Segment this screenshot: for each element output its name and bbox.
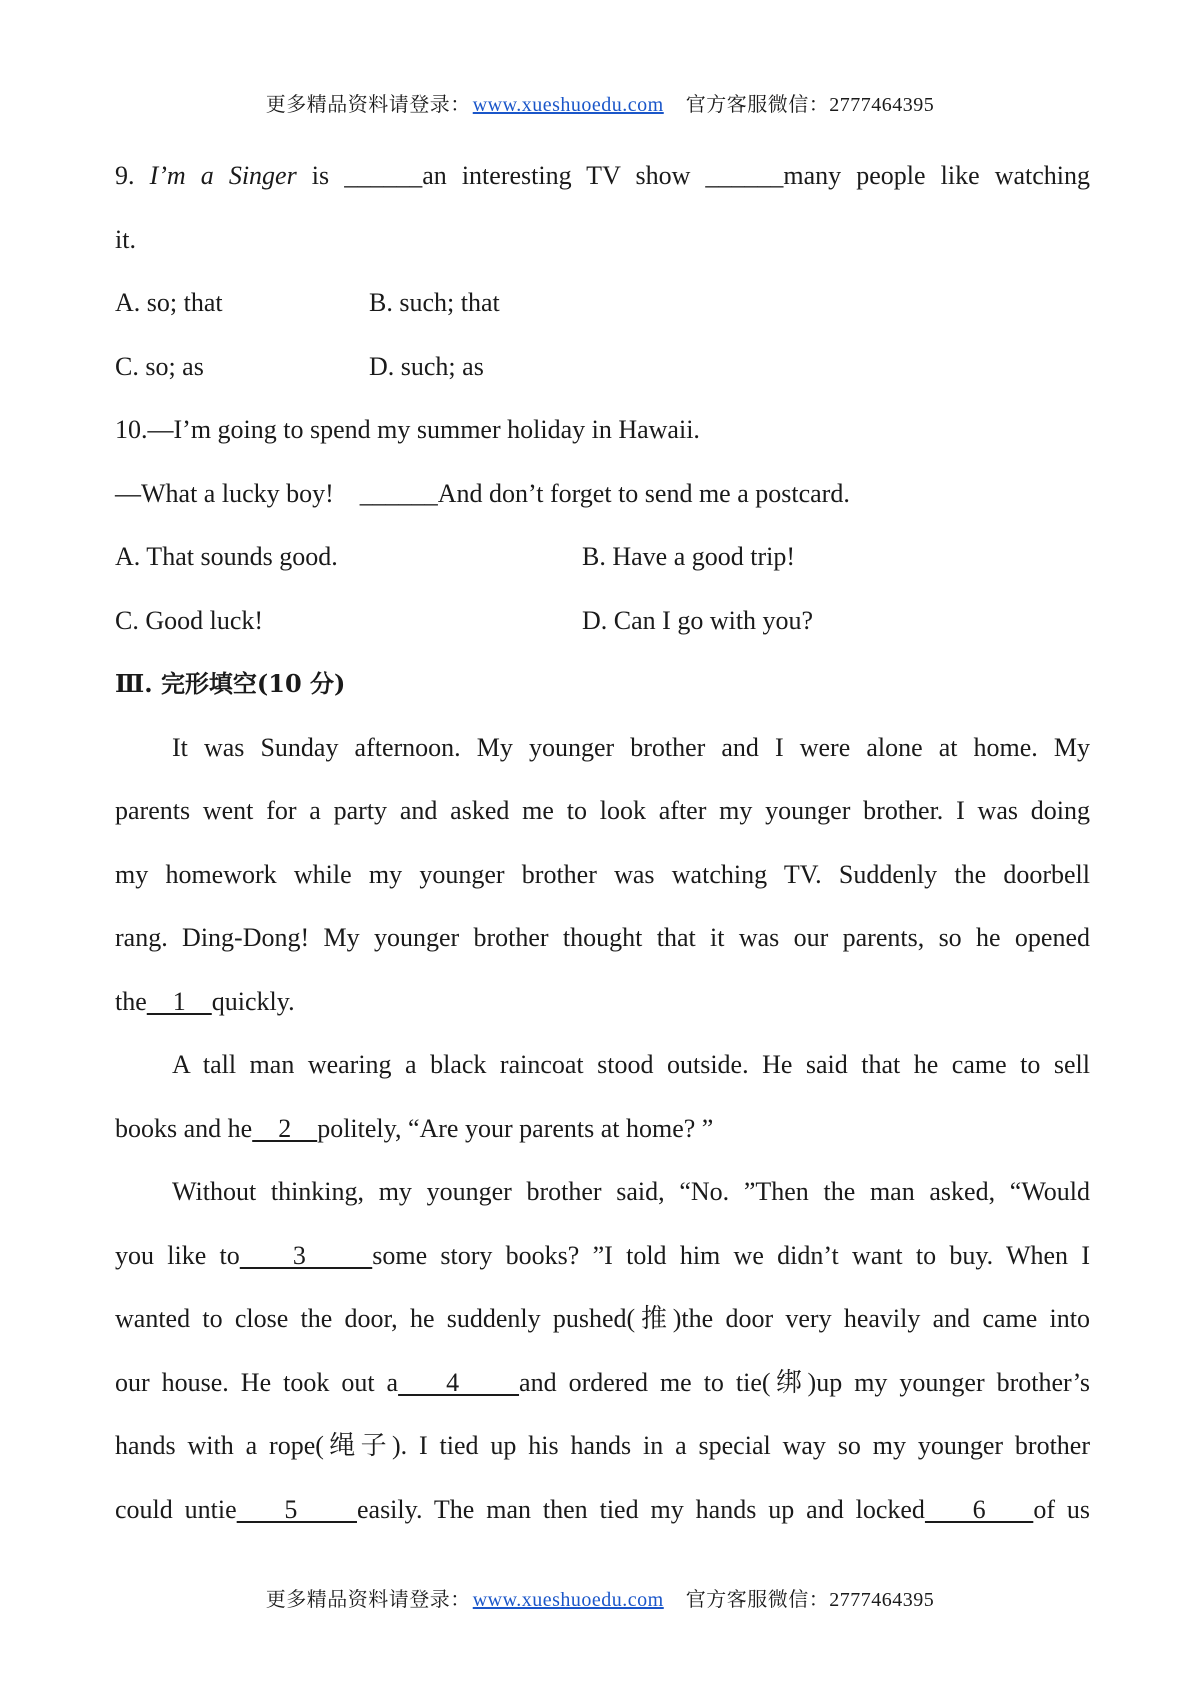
passage-p1-line1: It was Sunday afternoon. My younger brother and I were alone at home. My [172,732,1090,762]
page-header [0,88,1200,117]
passage-p3-line3: wanted to close the door, he suddenly pushed(推)the door very heavily and came into [115,1304,1090,1333]
q10-options-row1 [115,531,1090,595]
q10-option-b: B. Have a good trip! [582,542,796,571]
q9-line1 [115,150,1090,214]
header-service: 官方客服微信：2777464395 [685,94,935,116]
q9-option-a: A. so; that [115,288,223,317]
q10-options-row2 [115,595,1090,659]
blank-3: 3 [239,1240,373,1270]
passage-text: politely, “Are your parents at home? ” [317,1113,714,1143]
passage-text: books and he [115,1113,253,1143]
header-link[interactable]: www.xueshuoedu.com [472,94,664,116]
q10-line2: —What a lucky boy! ______And don’t forget to send me a postcard. [115,478,850,508]
blank-4: 4 [398,1367,520,1397]
q9-number: 9. [115,161,150,190]
passage-text: of us [1033,1494,1091,1524]
q9-option-c: C. so; as [115,351,204,381]
passage-text: our house. He took out a [115,1367,399,1397]
passage-text: you like to [115,1240,240,1270]
passage-p1-line3: my homework while my younger brother was watching TV. Suddenly the doorbell [115,859,1090,889]
q9-option-d: D. such; as [369,351,484,381]
page-footer [0,1583,1200,1612]
passage-p3-line1: Without thinking, my younger brother said, “No. ”Then the man asked, “Would [172,1177,1090,1206]
blank-1: 1 [146,986,212,1016]
section-title: Ⅲ. 完形填空(10 分) [115,669,346,698]
q9-line1-rest: is ______an interesting TV show ______many people like watching [296,161,1091,190]
passage-text: quickly. [211,986,295,1016]
blank-2: 2 [252,1113,318,1143]
header-prefix: 更多精品资料请登录： [265,94,471,116]
passage-text: easily. The man then tied my hands up and locked [356,1494,925,1524]
blank-5: 5 [236,1494,357,1524]
q9-options-row1 [115,277,1090,341]
passage-p3-line2 [115,1230,1090,1294]
passage-p2-line1: A tall man wearing a black raincoat stood outside. He said that he came to sell [172,1050,1090,1079]
footer-service: 官方客服微信：2777464395 [685,1589,935,1611]
q10-option-c: C. Good luck! [115,605,264,635]
passage-p3-line4 [115,1357,1090,1421]
q10-option-a: A. That sounds good. [115,542,338,571]
passage-p3-line5: hands with a rope(绳子). I tied up his hands in a special way so my younger brother [115,1431,1090,1460]
q9-line2: it. [115,224,136,254]
footer-link[interactable]: www.xueshuoedu.com [472,1589,664,1611]
passage-p2-line2 [115,1103,1090,1167]
q9-option-b: B. such; that [369,288,500,317]
document-body [115,150,1090,1547]
passage-p1-line5 [115,976,1090,1040]
passage-p1-line4: rang. Ding-Dong! My younger brother thought that it was our parents, so he opened [115,923,1090,952]
q9-show-title: I’m a Singer [149,161,297,190]
passage-text: and ordered me to tie(绑)up my younger brother’s [519,1367,1091,1397]
passage-p1-line2: parents went for a party and asked me to look after my younger brother. I was doing [115,796,1090,825]
passage-text: the [115,986,147,1016]
passage-text: some story books? ”I told him we didn’t want to buy. When I [372,1240,1090,1270]
passage-p3-line6 [115,1484,1090,1548]
q10-line1: 10.—I’m going to spend my summer holiday in Hawaii. [115,415,700,444]
q9-options-row2 [115,341,1090,405]
passage-text: could untie [115,1494,237,1524]
q10-option-d: D. Can I go with you? [582,605,814,635]
footer-prefix: 更多精品资料请登录： [265,1589,471,1611]
blank-6: 6 [924,1494,1034,1524]
